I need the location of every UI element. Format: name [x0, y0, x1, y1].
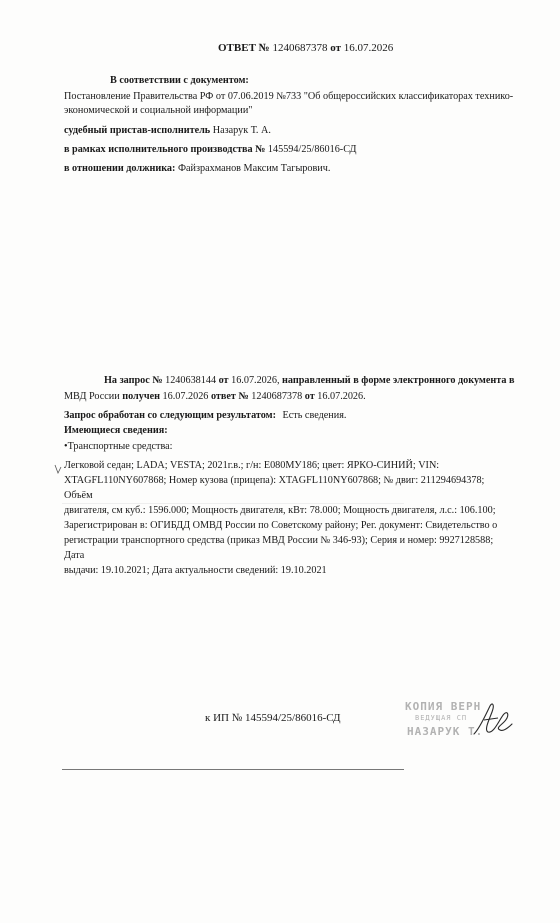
- debtor-label: в отношении должника:: [64, 163, 176, 174]
- request-line1: [104, 374, 515, 388]
- bailiff-label: судебный пристав-исполнитель: [64, 125, 211, 136]
- answer-date-prefix: от: [330, 42, 341, 54]
- handwritten-signature: [470, 700, 516, 740]
- bailiff-line: [64, 124, 271, 138]
- answer-title: [218, 41, 393, 55]
- vehicle-details: [64, 458, 504, 578]
- request-number: 1240638144: [165, 375, 217, 386]
- answer-number: 1240687378: [272, 42, 328, 54]
- processed-label: Запрос обработан со следующим результатом:: [64, 410, 276, 421]
- faint-divider: [62, 503, 404, 504]
- request-sent-text: направленный в форме электронного документа в: [282, 375, 515, 386]
- vehicle-line: выдачи: 19.10.2021; Дата актуальности сведений: 19.10.2021: [64, 565, 327, 576]
- processed-line: [64, 409, 346, 423]
- stamp-line2: ВЕДУЩАЯ СП: [415, 714, 468, 722]
- debtor-line: [64, 162, 330, 176]
- bailiff-name: Назарук Т. А.: [212, 125, 271, 136]
- answer-label: ОТВЕТ №: [218, 42, 270, 54]
- request-received-label: получен: [122, 391, 160, 402]
- answer-date: 16.07.2026: [343, 42, 394, 54]
- request-answer-date: 16.07.2026.: [317, 391, 366, 402]
- footer-rule: [62, 769, 404, 770]
- request-answer-from: от: [304, 391, 315, 402]
- request-answer-label: ответ №: [210, 391, 249, 402]
- vehicles-heading: •Транспортные средства:: [64, 441, 173, 452]
- processed-value: Есть сведения.: [282, 410, 347, 421]
- request-answer-number: 1240687378: [251, 391, 303, 402]
- request-line2: [64, 390, 366, 404]
- vehicle-line: Зарегистрирован в: ОГИБДД ОМВД России по Советскому району; Рег. документ: Свидетельство о: [64, 520, 498, 531]
- request-from-label: от: [218, 375, 229, 386]
- vehicle-line: регистрации транспортного средства (приказ МВД России № 346-93); Серия и номер: 9927128588; Дата: [64, 535, 494, 561]
- vehicle-line: Легковой седан; LADA; VESTA; 2021г.в.; г/н: Е080МУ186; цвет: ЯРКО-СИНИЙ; VIN:: [64, 460, 440, 471]
- stamp-line3: НАЗАРУК Т.: [407, 725, 484, 738]
- basis-document-line1: Постановление Правительства РФ от 07.06.2019 №733 "Об общероссийских классификаторах технико-: [64, 91, 514, 102]
- request-received-date: 16.07.2026: [162, 391, 209, 402]
- request-org: МВД России: [64, 391, 120, 402]
- vehicle-line: двигателя, см куб.: 1596.000; Мощность двигателя, кВт: 78.000; Мощность двигателя, л.с.: 106.100;: [64, 505, 496, 516]
- basis-document-line2: экономической и социальной информации": [64, 105, 253, 116]
- available-label: Имеющиеся сведения:: [64, 425, 168, 436]
- vehicle-line: XTAGFL110NY607868; Номер кузова (прицепа): XTAGFL110NY607868; № двиг: 211294694378; Объём: [64, 475, 485, 501]
- proceeding-number: 145594/25/86016-СД: [267, 144, 357, 155]
- request-date: 16.07.2026,: [231, 375, 280, 386]
- stamp-line1: КОПИЯ ВЕРН: [405, 700, 482, 713]
- case-reference: к ИП № 145594/25/86016-СД: [205, 712, 341, 724]
- debtor-name: Файзрахманов Максим Тагырович.: [177, 163, 331, 174]
- handwritten-check-mark: [54, 464, 62, 474]
- proceeding-label: в рамках исполнительного производства №: [64, 144, 266, 155]
- basis-heading: В соответствии с документом:: [110, 75, 249, 86]
- request-prefix: На запрос №: [104, 375, 163, 386]
- proceeding-line: [64, 143, 356, 157]
